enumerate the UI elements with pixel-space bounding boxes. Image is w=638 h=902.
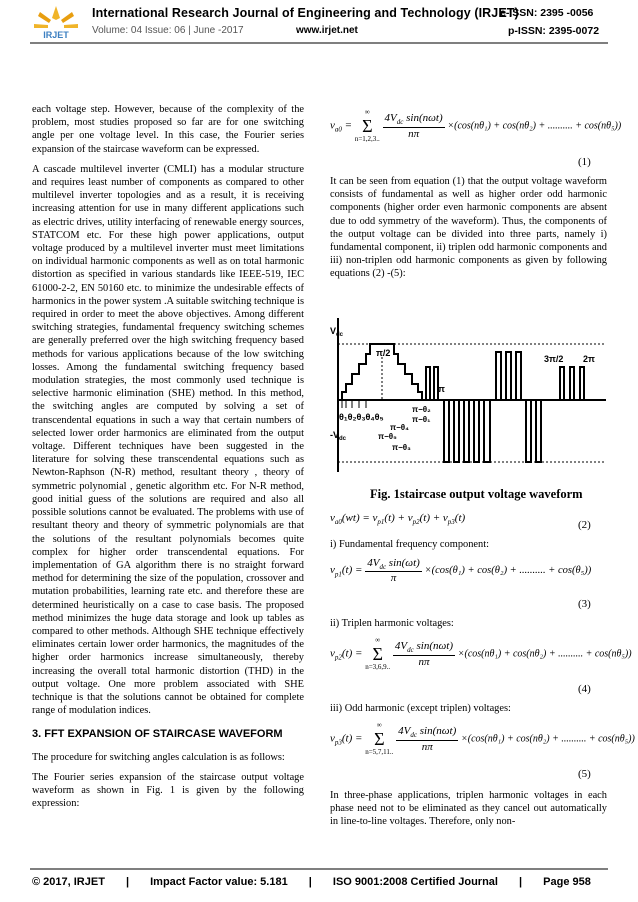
left-paragraph-2: A cascade multilevel inverter (CMLI) has a modular structure and requires least number of components as compared to other multilevel inverter topologies and as a result, it is receiving increasing attention for use in many different applications such as electric drives, utility interfacing of renewable energy sources, STATCOM etc. For these high power applications, output voltage produced by a multilevel inverter must meet limitations on individual harmonic components as well as on total harmonic distortion as specified in various standards like IEEE-519, IEC 61000-2-2, EN 50160 etc. to minimize the undesirable effects of harmonics in the power system .A suitable switching technique is required in order to meet the above objectives. Among different switching strategies, fundamental frequency switching schemes are generally preferred over the high switching frequency based methods for various applications because of the low switching losses. Among the fundamental switching frequency based modulation strategies, the most commonly used technique is selective harmonic elimination (SHE) method. In this method, the switching angles are computed by solving a set of transcendental equations in such a way that certain numbers of selected lower order harmonics are eliminated from the output voltage. Different techniques have been suggested in the literature for solving these transcendental equations such as Newton-Raphson (N-R) method, resultant theory , theory of symmetric polynomial , genetic algorithm etc. For N-R method, good initial guess of the solutions are required and also all possible solutions cannot be evaluated. The problems with use of resultant theory and theory of symmetric polynomials are that the solutions of the resultant polynomials becomes quite complex for higher order transcendental equations. For implementation of GA algorithm there is no straight forward method for determining the size of the population, crossover and mutation probabilities, learning rate etc. and therefore these are determined heuristically on a case to case basis. The proposed method minimizes the huge data storage and look up tables as compared to other methods. Although SHE technique effectively eliminates certain lower order harmonics, the magnitudes of the higher order harmonics increase simultaneously, thereby increasing the overall total harmonic distortion (THD) in the output voltage. One more problem associated with SHE technique is that the solutions cannot be obtained for complete range of modulation indices. (32, 163, 304, 717)
footer-iso: ISO 9001:2008 Certified Journal (332, 876, 498, 888)
equation-1-number: (1) (578, 156, 591, 168)
equation-4: $v_{p2}(t)$ = ∞ Σ n=3,6,9.. $\frac{4V_{dc} \sin(n\omega t)}{n\pi}$ ×(cos(nθ₁) + cos(nθ₂) + .......... + cos(nθ₅)) (330, 636, 632, 671)
equation-5: $v_{p3}(t)$ = ∞ Σ n=5,7,11.. $\frac{4V_{dc} \sin(n\omega t)}{n\pi}$ ×(cos(nθ₁) + cos(nθ₂) + .......... + cos(nθ₅)) (330, 721, 635, 756)
equation-3: $v_{p1}(t)$ = $\frac{4V_{dc} \sin(\omega t)}{\pi}$ ×(cos(θ₁) + cos(θ₂) + .......... + cos(θ₅)) (330, 557, 592, 585)
journal-logo (30, 4, 82, 40)
left-paragraph-3: The procedure for switching angles calculation is as follows: (32, 751, 285, 763)
label-pi-minus-theta1: π−θ₁ (412, 415, 431, 424)
footer-sep: | (308, 876, 312, 888)
right-paragraph-1: It can be seen from equation (1) that the output voltage waveform consists of fundamental as well as higher order odd harmonic components (higher order even harmonic components are absent due to odd symmetry of the waveform). Thus, the components of the output voltage can be divided into three parts, namely i) fundamental component, ii) triplen odd harmonic components and iii) non-triplen odd harmonic components as given by following equations (2) -(5): (330, 176, 607, 280)
footer-sep: | (125, 876, 130, 888)
equation-2-number: (2) (578, 519, 591, 531)
label-pi-half: π/2 (376, 348, 391, 358)
label-pi-minus-theta5: π−θ₅ (378, 432, 397, 441)
label-pi-minus-theta4: π−θ₄ (390, 423, 409, 432)
footer-copyright: © 2017, IRJET (32, 876, 105, 888)
left-column (32, 103, 304, 817)
footer-page: Page 958 (543, 876, 591, 888)
label-pi-minus-theta3: π−θ₃ (392, 443, 411, 452)
right-paragraph-last: In three-phase applications, triplen harmonic voltages in each phase need not to be eliminated as they cancel out automatically in line-to-line voltages. Therefore, only non- (330, 790, 607, 828)
label-thetas: θ₁θ₂θ₃θ₄θ₅ (339, 412, 384, 422)
left-paragraph-4: The Fourier series expansion of the staircase output voltage waveform as shown in Fig. 1 is given by the following expression: (32, 771, 304, 810)
label-neg-vdc: $-V_{dc}$ (330, 430, 347, 442)
left-paragraph-1: each voltage step. However, because of the complexity of the problem, most studies proposed so far are for one switching angle per one voltage level. In this case, the Fourier series expansion of the staircase waveform can be expressed. (32, 104, 304, 155)
eissn: e-ISSN: 2395 -0056 (500, 7, 594, 19)
journal-title: International Research Journal of Engineering and Technology (IRJET) (92, 6, 519, 20)
label-3pi-half: 3π/2 (544, 354, 564, 364)
label-fundamental: i) Fundamental frequency component: (330, 539, 489, 550)
label-pi: π (438, 384, 445, 394)
equation-3-number: (3) (578, 598, 591, 610)
equation-4-number: (4) (578, 683, 591, 695)
pissn: p-ISSN: 2395-0072 (508, 25, 600, 37)
label-odd: iii) Odd harmonic (except triplen) voltages: (330, 703, 511, 714)
footer-sep: | (519, 876, 523, 888)
label-triplen: ii) Triplen harmonic voltages: (330, 618, 454, 629)
footer-rule (30, 868, 608, 870)
equation-1: $v_{a0}$ = ∞ Σ n=1,2,3.. $\frac{4V_{dc} \sin(n\omega t)}{n\pi}$ ×(cos(nθ₁) + cos(nθ₂) + .......... + cos(nθ₅)) (330, 108, 622, 143)
footer (32, 876, 591, 888)
staircase-waveform-figure (330, 312, 608, 476)
header-rule (30, 42, 608, 44)
equation-2: $v_{a0}(wt) = v_{p1}(t) + v_{p2}(t) + v_{p3}(t)$ (330, 512, 466, 527)
volume-info: Volume: 04 Issue: 06 | June -2017 (92, 25, 244, 36)
website-link[interactable]: www.irjet.net (296, 25, 358, 36)
label-pi-minus-theta2: π−θ₂ (412, 405, 431, 414)
footer-impact: Impact Factor value: 5.181 (150, 876, 288, 888)
label-vdc: $V_{dc}$ (330, 326, 344, 338)
equation-5-number: (5) (578, 768, 591, 780)
section-heading: 3. FFT EXPANSION OF STAIRCASE WAVEFORM (32, 728, 283, 741)
figure-caption: Fig. 1staircase output voltage waveform (370, 487, 583, 501)
logo-text: IRJET (43, 30, 69, 40)
label-2pi: 2π (583, 354, 595, 364)
